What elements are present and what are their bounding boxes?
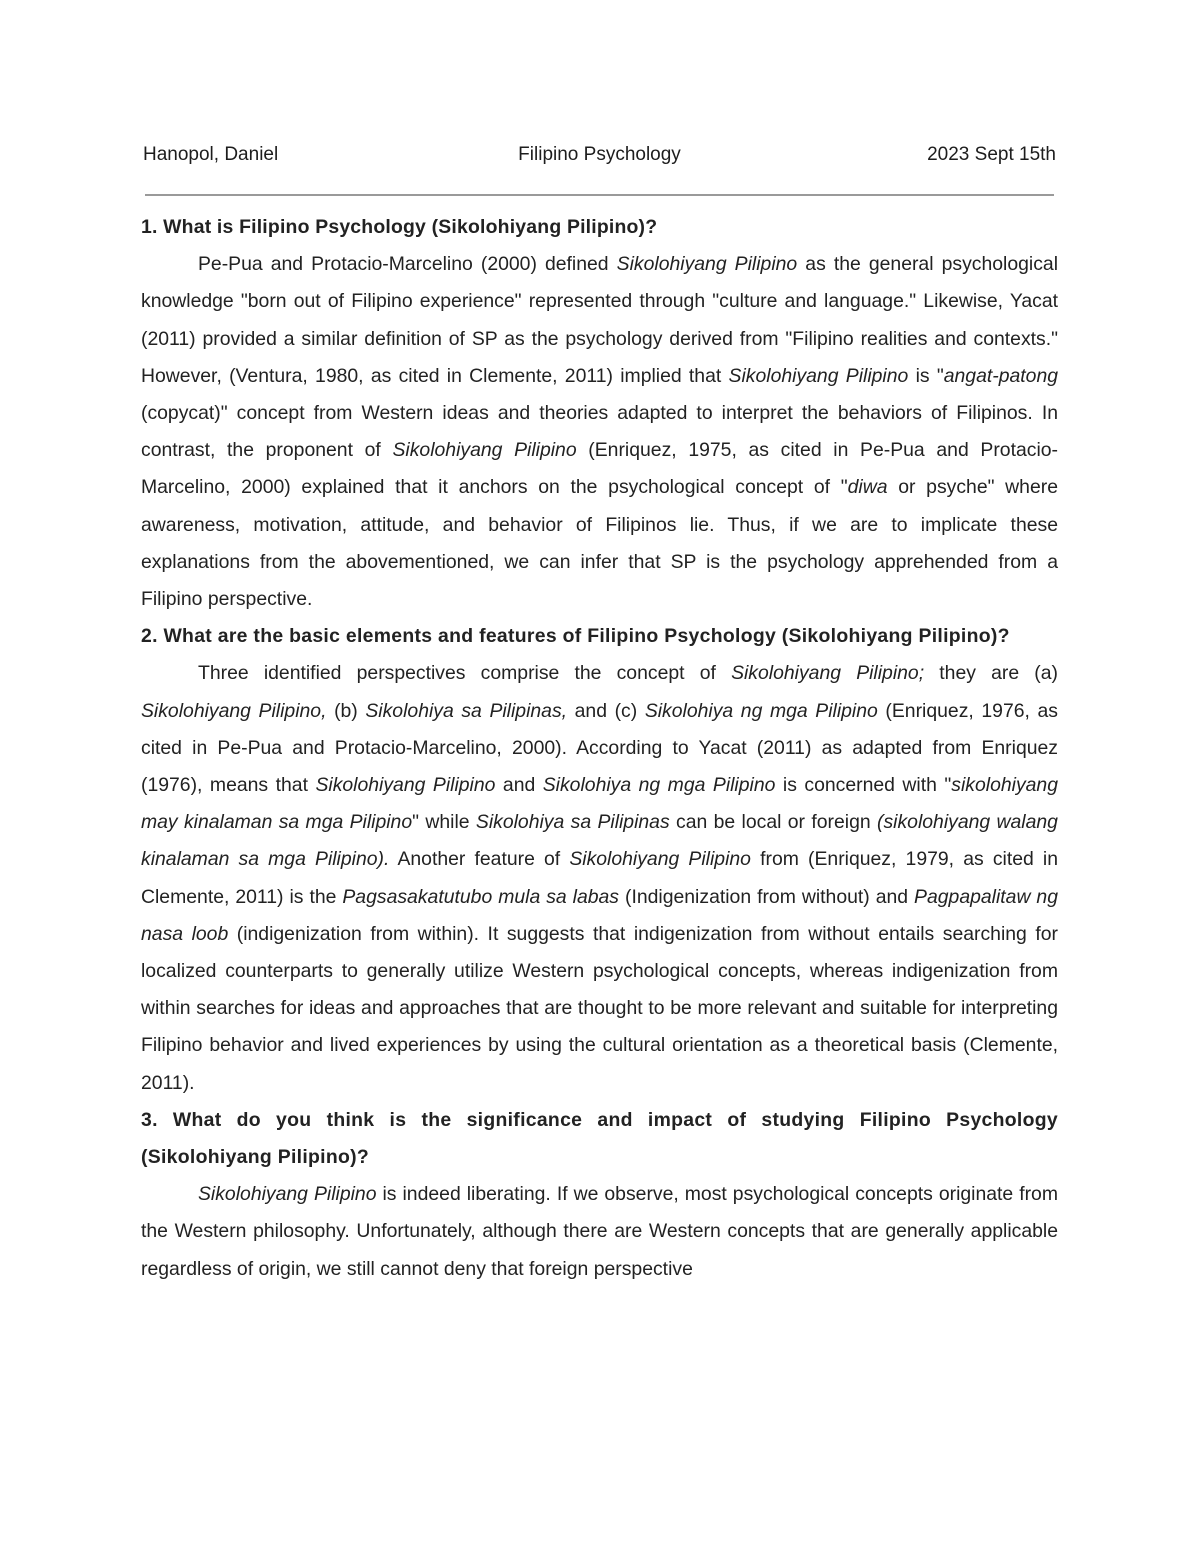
italic-term: Pagpapalitaw ng nasa loob	[141, 885, 1058, 945]
question-1-heading: 1. What is Filipino Psychology (Sikolohiyang Pilipino)?	[141, 216, 658, 238]
text-run: Pe-Pua and Protacio-Marcelino (2000) defined	[198, 253, 617, 276]
italic-term: Sikolohiyang Pilipino	[728, 364, 909, 387]
italic-term: Sikolohiyang Pilipino,	[141, 699, 327, 722]
answer-2-paragraph	[141, 655, 1058, 1101]
italic-term: angat-patong	[943, 364, 1059, 387]
text-run: " while	[412, 811, 476, 834]
italic-term: Sikolohiya sa Pilipinas	[475, 811, 670, 834]
text-run: is indeed liberating. If we observe, most psychological concepts originate from the Western philosophy. Unfortunately, although there are Western concepts that are generally applicable regardless of origin, we still cannot deny that foreign perspective	[141, 1183, 1058, 1280]
italic-term: Sikolohiyang Pilipino;	[731, 662, 925, 685]
italic-term: Sikolohiyang Pilipino	[315, 774, 496, 797]
answer-3-paragraph	[141, 1176, 1058, 1288]
text-run: and	[495, 774, 543, 797]
question-3-heading: 3. What do you think is the significance and impact of studying Filipino Psychology (Sikolohiyang Pilipino)?	[141, 1108, 1058, 1169]
italic-term: Sikolohiyang Pilipino	[392, 439, 577, 462]
italic-term: Sikolohiyang Pilipino	[198, 1183, 377, 1206]
text-run: can be local or foreign	[669, 811, 877, 834]
text-run: Another feature of	[389, 848, 570, 871]
italic-term: Sikolohiya ng mga Pilipino	[644, 699, 878, 722]
italic-term: sikolohiyang may kinalaman sa mga Pilipino	[141, 774, 1058, 834]
italic-term: Pagsasakatutubo mula sa labas	[342, 885, 620, 908]
text-run: (Enriquez, 1975, as cited in Pe-Pua and Protacio-Marcelino, 2000) explained that it anchors on the psychological concept of "	[141, 439, 1058, 499]
document-body	[141, 209, 1058, 1288]
text-run: (Enriquez, 1976, as cited in Pe-Pua and Protacio-Marcelino, 2000). According to Yacat (2011) as adapted from Enriquez (1976), means that	[141, 699, 1058, 797]
author-name: Hanopol, Daniel	[143, 144, 279, 165]
answer-1-paragraph	[141, 246, 1058, 618]
question-2-heading: 2. What are the basic elements and features of Filipino Psychology (Sikolohiyang Pilipino)?	[141, 625, 1010, 648]
header-divider	[145, 194, 1054, 196]
italic-term: Sikolohiya sa Pilipinas,	[365, 699, 568, 722]
text-run: (b)	[326, 699, 366, 722]
document-date: 2023 Sept 15th	[927, 144, 1056, 165]
italic-term: Sikolohiyang Pilipino	[616, 253, 798, 276]
italic-term: Sikolohiyang Pilipino	[569, 848, 751, 871]
text-run: or psyche" where awareness, motivation, attitude, and behavior of Filipinos lie. Thus, if we are to implicate these explanations from the abovementioned, we can infer that SP is the psychology apprehended from a Filipino perspective.	[141, 476, 1058, 611]
document-header	[143, 142, 1056, 168]
text-run: as the general psychological knowledge "born out of Filipino experience" represented through "culture and language." Likewise, Yacat (2011) provided a similar definition of SP as the psychology derived from "Filipino realities and contexts." However, (Ventura, 1980, as cited in Clemente, 2011) implied that	[141, 253, 1058, 387]
text-run: and (c)	[567, 699, 645, 722]
italic-term: (sikolohiyang walang kinalaman sa mga Pilipino).	[141, 811, 1058, 871]
italic-term: Sikolohiya ng mga Pilipino	[542, 774, 776, 797]
text-run: they are (a)	[924, 662, 1059, 685]
text-run: is "	[908, 364, 944, 387]
text-run: (Indigenization from without) and	[619, 885, 915, 908]
text-run: Three identified perspectives comprise the concept of	[198, 662, 732, 685]
text-run: is concerned with "	[775, 774, 952, 797]
italic-term: diwa	[847, 476, 888, 499]
text-run: (indigenization from within). It suggests that indigenization from without entails searching for localized counterparts to generally utilize Western psychological concepts, whereas indigenization from within searches for ideas and approaches that are thought to be more relevant and suitable for interpreting Filipino behavior and lived experiences by using the cultural orientation as a theoretical basis (Clemente, 2011).	[141, 922, 1058, 1094]
course-title: Filipino Psychology	[518, 144, 681, 165]
text-run: (copycat)" concept from Western ideas and theories adapted to interpret the behaviors of Filipinos. In contrast, the proponent of	[141, 402, 1058, 462]
text-run: from (Enriquez, 1979, as cited in Clemente, 2011) is the	[141, 848, 1059, 908]
